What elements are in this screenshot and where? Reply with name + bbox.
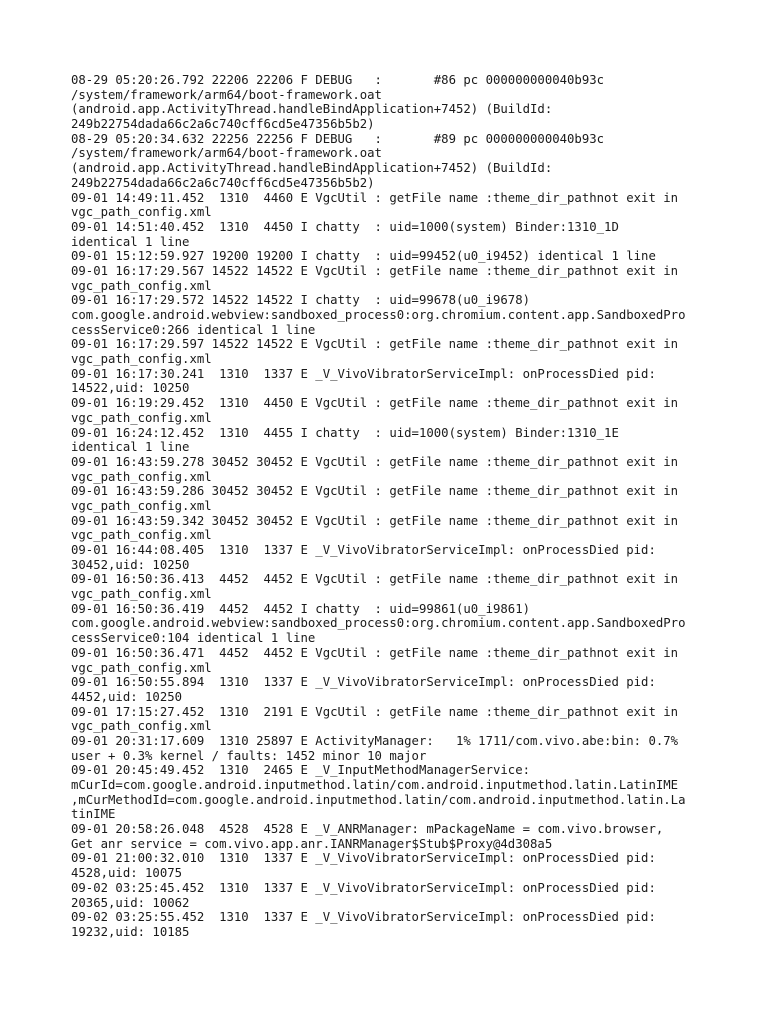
log-line: ,mCurMethodId=com.google.android.inputmethod.latin/com.android.inputmethod.latin.La [71,792,686,807]
log-line: 249b22754dada66c2a6c740cff6cd5e47356b5b2) [71,117,375,132]
log-line: 08-29 05:20:26.792 22206 22206 F DEBUG : #86 pc 000000000040b93c [71,73,605,87]
log-line: vgc_path_config.xml [71,587,212,602]
log-line: 09-02 03:25:55.452 1310 1337 E _V_VivoVibratorServiceImpl: onProcessDied pid: [71,910,656,925]
log-line: vgc_path_config.xml [71,410,212,425]
log-line: 09-01 16:17:29.597 14522 14522 E VgcUtil : getFile name :theme_dir_pathnot exit in [71,337,679,352]
log-line: com.google.android.webview:sandboxed_process0:org.chromium.content.app.SandboxedPro [71,616,686,631]
log-line: vgc_path_config.xml [71,352,212,367]
log-line: 249b22754dada66c2a6c740cff6cd5e47356b5b2) [71,175,375,190]
log-line: 4452,uid: 10250 [71,689,183,704]
log-line: 09-01 21:00:32.010 1310 1337 E _V_VivoVibratorServiceImpl: onProcessDied pid: [71,851,656,866]
log-line: com.google.android.webview:sandboxed_process0:org.chromium.content.app.SandboxedPro [71,308,686,322]
log-line: 20365,uid: 10062 [71,895,190,910]
log-line: identical 1 line [71,234,190,249]
log-line: vgc_path_config.xml [71,528,212,543]
log-line: vgc_path_config.xml [71,660,212,675]
log-line: 09-01 16:17:29.572 14522 14522 I chatty : uid=99678(u0_i9678) [71,293,531,308]
log-text-block [71,73,711,940]
log-line: cessService0:104 identical 1 line [71,631,316,646]
log-line: 14522,uid: 10250 [71,381,190,396]
log-line: vgc_path_config.xml [71,205,212,220]
log-line: (android.app.ActivityThread.handleBindApplication+7452) (BuildId: [71,102,553,117]
log-line: 09-01 14:51:40.452 1310 4450 I chatty : uid=1000(system) Binder:1310_1D [71,219,619,234]
log-line: mCurId=com.google.android.inputmethod.latin/com.android.inputmethod.latin.LatinIME [71,778,679,792]
log-line: Get anr service = com.vivo.app.anr.IANRManager$Stub$Proxy@4d308a5 [71,836,553,851]
log-line: 4528,uid: 10075 [71,866,183,881]
log-line: 09-01 16:43:59.278 30452 30452 E VgcUtil : getFile name :theme_dir_pathnot exit in [71,454,679,469]
log-line: 09-02 03:25:45.452 1310 1337 E _V_VivoVibratorServiceImpl: onProcessDied pid: [71,880,656,895]
log-line: 09-01 16:50:36.419 4452 4452 I chatty : uid=99861(u0_i9861) [71,601,531,616]
log-line: 09-01 17:15:27.452 1310 2191 E VgcUtil : getFile name :theme_dir_pathnot exit in [71,704,679,719]
log-line: 30452,uid: 10250 [71,557,190,572]
log-line: vgc_path_config.xml [71,719,212,734]
log-line: 09-01 20:58:26.048 4528 4528 E _V_ANRManager: mPackageName = com.vivo.browser, [71,822,664,837]
log-line: 08-29 05:20:34.632 22256 22256 F DEBUG : #89 pc 000000000040b93c [71,131,605,146]
log-line: 09-01 16:24:12.452 1310 4455 I chatty : uid=1000(system) Binder:1310_1E [71,425,619,440]
log-line: identical 1 line [71,440,190,455]
log-line: /system/framework/arm64/boot-framework.oat [71,146,382,161]
log-line: 09-01 20:45:49.452 1310 2465 E _V_InputMethodManagerService: [71,763,531,778]
log-line: cessService0:266 identical 1 line [71,322,316,337]
log-line: /system/framework/arm64/boot-framework.oat [71,87,382,102]
log-line: 09-01 20:31:17.609 1310 25897 E ActivityManager: 1% 1711/com.vivo.abe:bin: 0.7% [71,733,679,748]
log-line: 19232,uid: 10185 [71,924,190,939]
log-line: 09-01 16:50:36.471 4452 4452 E VgcUtil : getFile name :theme_dir_pathnot exit in [71,645,679,660]
log-line: 09-01 16:43:59.286 30452 30452 E VgcUtil : getFile name :theme_dir_pathnot exit in [71,484,679,499]
log-line: 09-01 16:17:30.241 1310 1337 E _V_VivoVibratorServiceImpl: onProcessDied pid: [71,366,656,381]
log-line: (android.app.ActivityThread.handleBindApplication+7452) (BuildId: [71,161,553,176]
log-line: 09-01 16:43:59.342 30452 30452 E VgcUtil : getFile name :theme_dir_pathnot exit in [71,513,679,528]
log-line: vgc_path_config.xml [71,278,212,293]
log-line: 09-01 15:12:59.927 19200 19200 I chatty : uid=99452(u0_i9452) identical 1 line [71,249,656,264]
log-line: user + 0.3% kernel / faults: 1452 minor 10 major [71,748,427,763]
log-line: vgc_path_config.xml [71,498,212,513]
log-line: 09-01 16:50:36.413 4452 4452 E VgcUtil : getFile name :theme_dir_pathnot exit in [71,572,679,587]
log-line: 09-01 16:44:08.405 1310 1337 E _V_VivoVibratorServiceImpl: onProcessDied pid: [71,543,656,557]
log-line: vgc_path_config.xml [71,469,212,484]
log-line: 09-01 16:17:29.567 14522 14522 E VgcUtil : getFile name :theme_dir_pathnot exit in [71,263,679,278]
log-line: 09-01 16:50:55.894 1310 1337 E _V_VivoVibratorServiceImpl: onProcessDied pid: [71,675,656,690]
log-line: tinIME [71,807,116,822]
log-line: 09-01 16:19:29.452 1310 4450 E VgcUtil : getFile name :theme_dir_pathnot exit in [71,396,679,411]
log-line: 09-01 14:49:11.452 1310 4460 E VgcUtil : getFile name :theme_dir_pathnot exit in [71,190,679,205]
